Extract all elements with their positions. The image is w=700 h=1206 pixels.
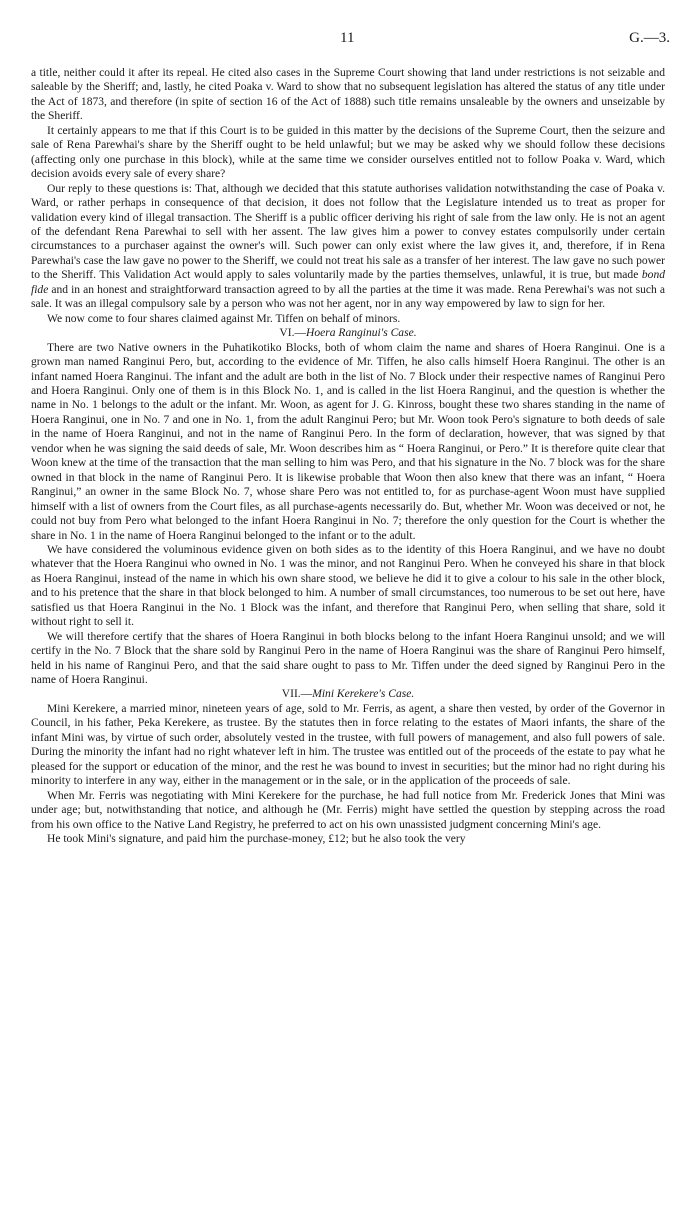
paragraph-text: and in an honest and straightforward transaction agreed to by all the parties at the time it was made. Rena Perewhai's was not such a sale. It was an illegal compulsory sale by a person who was not her agent, nor in any way empowered by law to sign for her.: [31, 283, 665, 311]
section-heading: [31, 326, 665, 340]
paragraph: There are two Native owners in the Puhatikotiko Blocks, both of whom claim the name and shares of Hoera Ranginui. One is a grown man named Ranginui Pero, but, according to the evidence of Mr. Tiffen, he also calls himself Hoera Ranginui. The other is an infant named Hoera Ranginui. The infant and the adult are both in the list of No. 7 Block under their respective names of Ranginui Pero and Hoera Ranginui. Only one of them is in this Block No. 1, and is called in the list Hoera Ranginui, and the question is whether the name in No. 1 belongs to the adult or the infant. Mr. Woon, as agent for J. G. Kinross, bought these two shares standing in the name of Hoera Ranginui, one in No. 7 and one in No. 1, from the adult Ranginui Pero; but Mr. Woon took Pero's signature to both deeds of sale in the name of Hoera Ranginui, and not in the name of Ranginui Pero. In the form of declaration, however, that was signed by that vendor when he was signing the said deeds of sale, Mr. Woon describes him as “ Hoera Ranginui, or Pero.” It is therefore quite clear that Woon knew at the time of the transaction that the man selling to him was Pero, and that his signature in the No. 7 block was for the share owned in that block in the name of Ranginui Pero. It is likewise probable that Woon then also knew that there was an infant, “ Hoera Ranginui,” an owner in the same Block No. 7, whose share Pero was not entitled to, for as purchase-agent Woon must have supplied himself with a list of owners from the Court files, as all purchase-agents necessarily do. But, whether Mr. Woon was deceived or not, he could not buy from Pero what belonged to the infant Hoera Ranginui in No. 7; therefore the only question for the Court is whether the share in No. 1 in the name of Hoera Ranginui belonged to the infant or to the adult.: [31, 341, 665, 542]
paragraph: We now come to four shares claimed against Mr. Tiffen on behalf of minors.: [47, 312, 401, 325]
paragraph: [31, 182, 665, 312]
paragraph: It certainly appears to me that if this Court is to be guided in this matter by the decisions of the Supreme Court, then the seizure and sale of Rena Parewhai's share by the Sheriff ought to be held unlawful; but we may be asked why we should follow these decisions (affecting only one purchase in this block), while at the same time we consider ourselves entitled not to follow Poaka v. Ward, which decision avoids every sale of every share?: [31, 124, 665, 181]
document-body: [31, 66, 665, 846]
paragraph: Mini Kerekere, a married minor, nineteen years of age, sold to Mr. Ferris, as agent, a share then vested, by order of the Governor in Council, in his father, Peka Kerekere, as trustee. By the statutes then in force relating to the estates of Maori infants, the share of the infant Mini was, by virtue of such order, absolutely vested in the trustee, with full powers of management, and also full powers of sale. During the minority the infant had no right whatever left in him. The trustee was entitled out of the proceeds of the estate to pay what he pleased for the support or education of the minor, and the rest he was bound to invest in securities; but the minor had no right during his minority to interfere in any way, either in the management or in the sale, or in the application of the proceeds of sale.: [31, 702, 665, 788]
section-number: VII.—: [281, 688, 313, 701]
section-title: Hoera Ranginui's Case.: [306, 327, 417, 340]
paragraph: When Mr. Ferris was negotiating with Mini Kerekere for the purchase, he had full notice from Mr. Frederick Jones that Mini was under age; but, notwithstanding that notice, and although he (Mr. Ferris) might have settled the question by stepping across the road from his own office to the Native Land Registry, he preferred to act on his own unassisted judgment concerning Mini's age.: [31, 789, 665, 831]
paragraph: a title, neither could it after its repeal. He cited also cases in the Supreme Court showing that land under restrictions is not seizable and saleable by the Sheriff; and, lastly, he cited Poaka v. Ward to show that no subsequent legislation has altered the status of any title under the Act of 1873, and therefore (in spite of section 16 of the Act of 1888) such title remains unsaleable by the owners and unseizable by the Sheriff.: [31, 67, 665, 123]
paragraph: We will therefore certify that the shares of Hoera Ranginui in both blocks belong to the infant Hoera Ranginui unsold; and we will certify in the No. 7 Block that the share sold by Ranginui Pero in the name of Hoera Ranginui was the share of Ranginui Pero himself, held in his name of Ranginui Pero, and that the said share ought to pass to Mr. Tiffen under the deed signed by Ranginui Pero in the name of Hoera Ranginui.: [31, 630, 665, 687]
paragraph-text: Our reply to these questions is: That, although we decided that this statute authorises validation notwithstanding the case of Poaka v. Ward, or rather perhaps in consequence of that decision, it does not follow that the Legislature intended us to treat as proper for validation every kind of illegal transaction. The Sheriff is a public officer deriving his right of sale from the law only. He is not an agent of the defendant Rena Parewhai to sell with her assent. The law gives him a power to convey estates compulsorily under certain circumstances to a purchaser against the owner's will. Such power can only exist where the law gives it, and, therefore, if in Rena Parewhai's case the law gave no power to the Sheriff, we could not treat his sale as a transfer of her interest. The law gave no such power to the Sheriff. This Validation Act would apply to sales voluntarily made by the parties themselves, unlawful, it is true, but made: [31, 182, 665, 282]
paper-reference: G.—3.: [629, 30, 670, 46]
page-number: 11: [340, 30, 355, 46]
paragraph: He took Mini's signature, and paid him the purchase-money, £12; but he also took the very: [47, 833, 466, 846]
italic-phrase: bond fide: [31, 269, 665, 296]
section-title: Mini Kerekere's Case.: [312, 688, 415, 701]
section-number: VI.—: [279, 327, 307, 340]
page-header: [0, 30, 700, 50]
section-heading: [31, 687, 665, 701]
paragraph: We have considered the voluminous evidence given on both sides as to the identity of this Hoera Ranginui, and we have no doubt whatever that the Hoera Ranginui who owned in No. 1 was the minor, and not Ranginui Pero. When he conveyed his share in that block as Hoera Ranginui, instead of the name in which his own share stood, we believe he did it to give a colour to his sale in the other block, and to his pretence that the share in that block belonged to him. A number of small circumstances, too numerous to be set out here, have satisfied us that Hoera Ranginui in the No. 1 Block was the infant, and therefore that Ranginui Pero, when selling that share, sold it without right to sell it.: [31, 543, 665, 629]
